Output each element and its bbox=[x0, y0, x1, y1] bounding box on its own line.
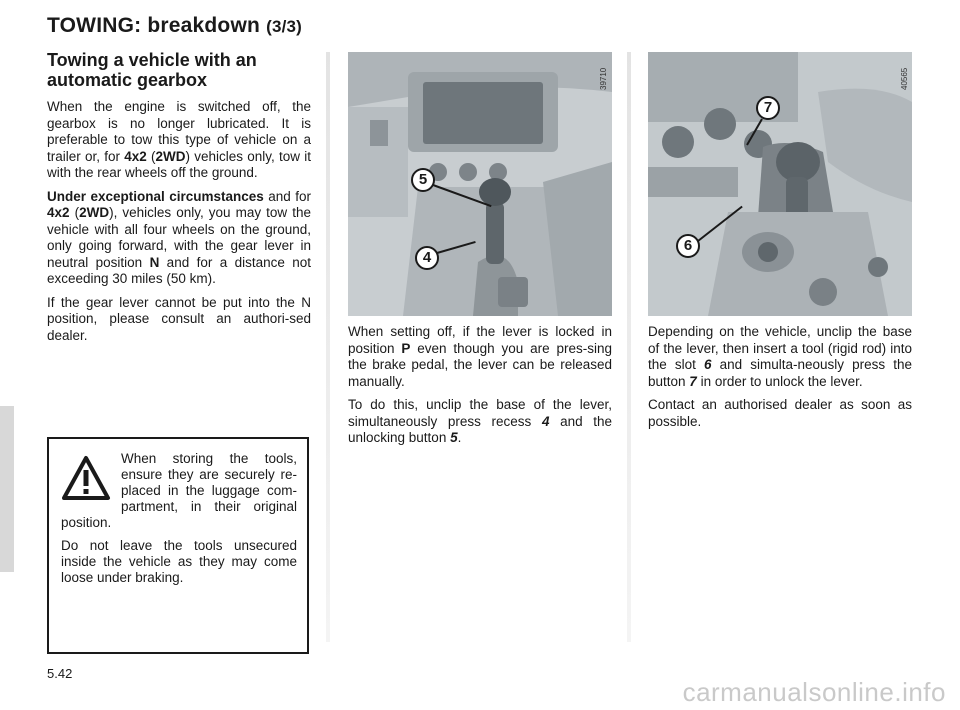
text-run: and for bbox=[263, 188, 311, 204]
text-run: and simulta-neously press the button bbox=[648, 357, 912, 389]
section-heading: Towing a vehicle with an automatic gearbox bbox=[47, 50, 257, 90]
warning-box bbox=[47, 437, 309, 654]
text-run: 6 bbox=[703, 357, 712, 372]
text-run: 4 bbox=[541, 413, 550, 429]
page-number: 5.42 bbox=[47, 666, 73, 681]
text-run: Under exceptional circumstances bbox=[47, 188, 264, 204]
text-run: . bbox=[457, 430, 462, 445]
text-run: If the gear lever cannot be put into the N position, please consult an authori-sed dealer. bbox=[47, 294, 311, 343]
callout-7: 7 bbox=[756, 96, 780, 120]
warning-para2: Do not leave the tools unsecured inside the vehicle as they may come loose under braking. bbox=[61, 538, 297, 585]
text-run: and the unlocking button bbox=[348, 413, 612, 445]
text-run: P bbox=[401, 340, 411, 356]
callout-6: 6 bbox=[676, 234, 700, 258]
text-run: When the engine is switched off, the gearbox is no longer lubricated. It is preferable to tow this type of vehicle on a trailer or, for bbox=[47, 99, 311, 164]
text-run: 4x2 bbox=[124, 148, 147, 164]
column2-para1 bbox=[348, 324, 612, 390]
figure2-ref: 40565 bbox=[900, 67, 909, 90]
chapter-tab bbox=[0, 406, 14, 572]
text-run: in order to unlock the lever. bbox=[696, 373, 863, 389]
text-run: Depending on the vehicle, unclip the base of the lever, then insert a tool (rigid rod) into the slot bbox=[648, 324, 912, 372]
figure-gear-lever bbox=[348, 52, 612, 316]
text-run: 5 bbox=[450, 430, 458, 445]
callout-5: 5 bbox=[411, 168, 435, 192]
text-run: 2WD bbox=[155, 148, 186, 164]
text-run: and for a distance not exceeding 30 miles (50 km). bbox=[47, 254, 312, 286]
column1-para3 bbox=[47, 295, 311, 345]
column-divider-2 bbox=[627, 52, 631, 642]
figure-lever-base bbox=[648, 52, 912, 316]
column2-para2 bbox=[348, 397, 612, 447]
column1-para1 bbox=[47, 99, 311, 182]
text-run: even though you are pres-sing the brake pedal, the lever can be released manually. bbox=[348, 340, 612, 389]
column-divider-1 bbox=[326, 52, 330, 642]
column-1 bbox=[47, 50, 311, 351]
lever-base-illustration bbox=[648, 52, 912, 316]
column1-para2 bbox=[47, 189, 311, 288]
text-run: ( bbox=[146, 148, 156, 164]
callout-4: 4 bbox=[415, 246, 439, 270]
text-run: When setting off, if the lever is locked in position bbox=[348, 324, 612, 356]
text-run: ), vehicles only, you may tow the vehicle with all four wheels on the ground, only going forward, with the gear lever in neutral position bbox=[47, 205, 311, 270]
watermark: carmanualsonline.info bbox=[682, 677, 946, 707]
column-3 bbox=[648, 324, 912, 437]
text-run: N bbox=[149, 254, 160, 270]
gear-lever-illustration bbox=[348, 52, 612, 316]
text-run: Contact an authorised dealer as soon as possible. bbox=[648, 397, 912, 429]
text-run: ) vehicles only, tow it with the rear wheels off the ground. bbox=[47, 148, 311, 180]
column-2 bbox=[348, 324, 612, 454]
text-run: 7 bbox=[689, 373, 697, 389]
column3-para2 bbox=[648, 397, 912, 430]
page-title-part: (3/3) bbox=[266, 17, 303, 36]
page-title bbox=[47, 14, 302, 38]
text-run: ( bbox=[69, 205, 80, 220]
page-title-text: TOWING: breakdown bbox=[47, 14, 261, 37]
warning-para1: When storing the tools, ensure they are securely re-placed in the luggage com-partment, in their original position. bbox=[61, 451, 297, 530]
text-run: 2WD bbox=[79, 205, 110, 220]
warning-triangle-icon bbox=[61, 455, 111, 501]
text-run: To do this, unclip the base of the lever, simultaneously press recess bbox=[348, 397, 612, 429]
figure1-ref: 39710 bbox=[599, 67, 608, 90]
text-run: 4x2 bbox=[47, 205, 70, 220]
column3-para1 bbox=[648, 324, 912, 390]
